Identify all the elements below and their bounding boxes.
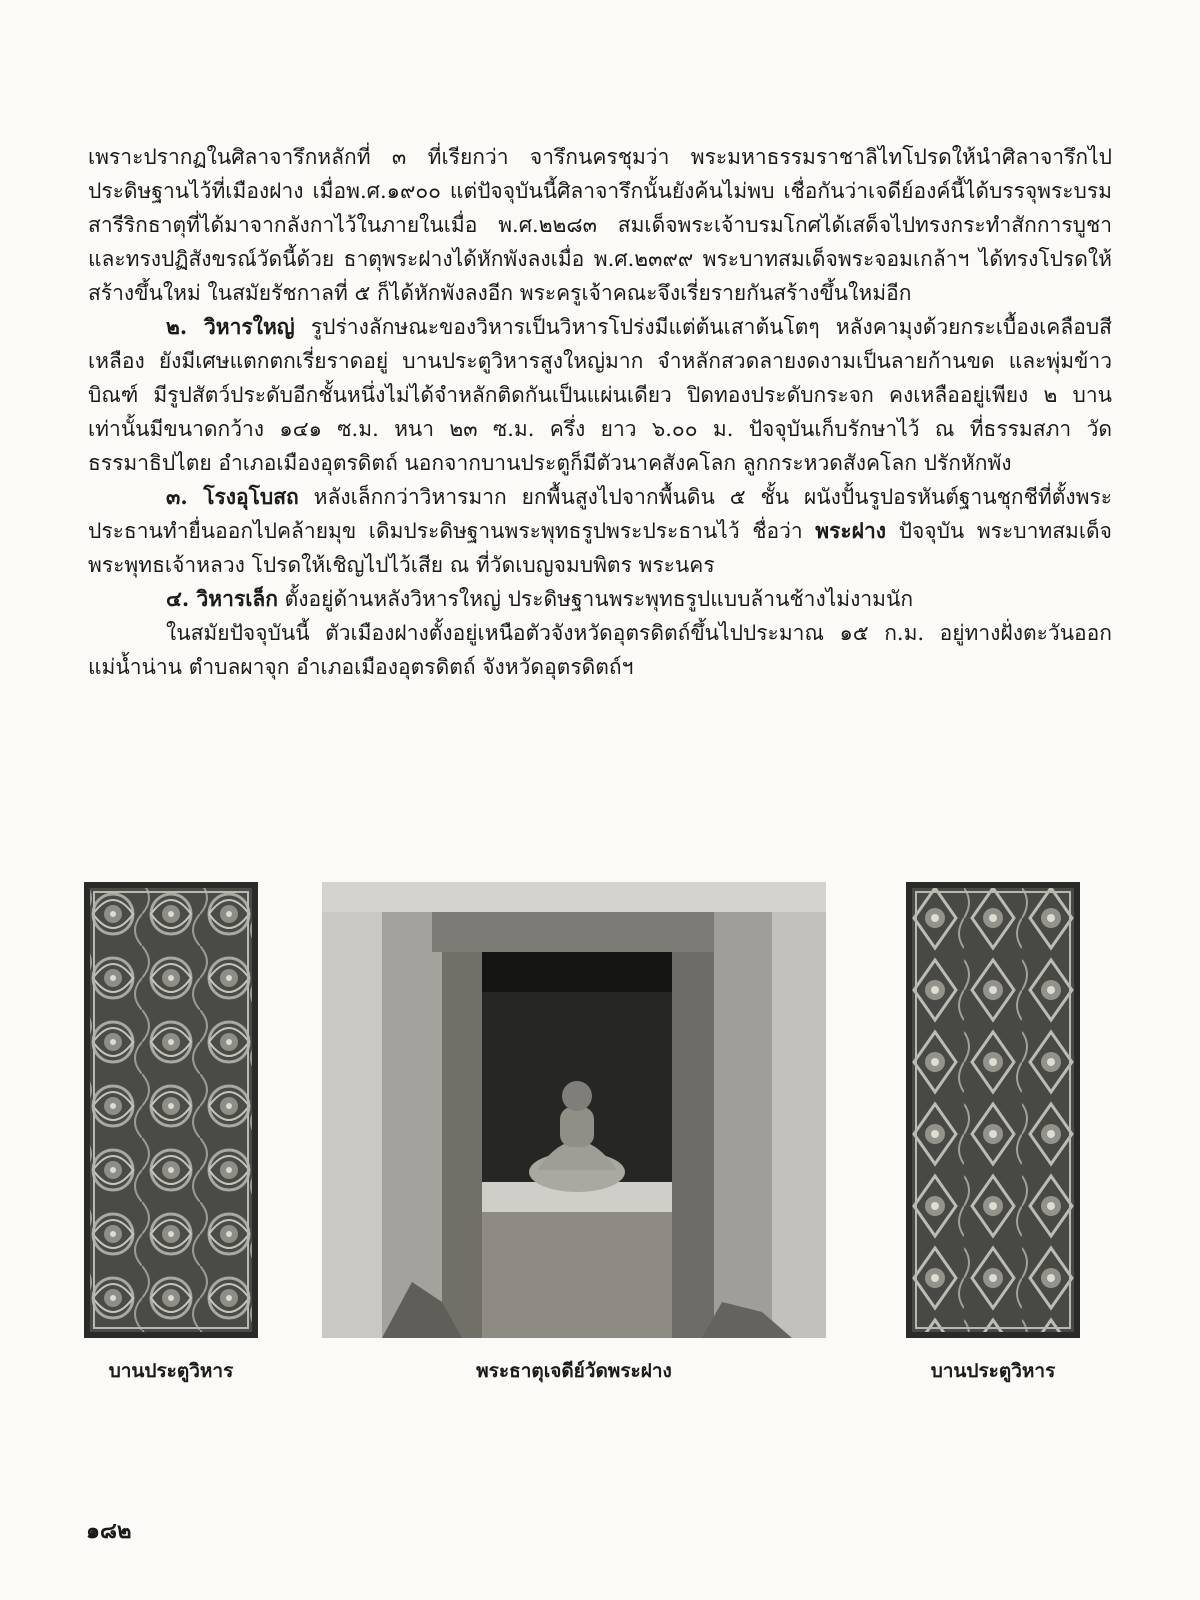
paragraph-1 [88, 140, 1112, 310]
paragraph-4 [88, 582, 1112, 616]
paragraph-2-text: รูปร่างลักษณะของวิหารเป็นวิหารโปร่งมีแต่ต้นเสาต้นโตๆ หลังคามุงด้วยกระเบื้องเคลือบสีเหลือง ยังมีเศษแตกตกเรี่ยราดอยู่ บานประตูวิหารสูงใหญ่มาก จำหลักสวดลายงดงามเป็นลายก้านขด และพุ่มข้าวบิณฑ์ มีรูปสัตว์ประดับอีกชั้นหนึ่งไม่ได้จำหลักติดกันเป็นแผ่นเดียว ปิดทองประดับกระจก คงเหลืออยู่เพียง ๒ บานเท่านั้นมีขนาดกว้าง ๑๔๑ ซ.ม. หนา ๒๓ ซ.ม. ครึ่ง ยาว ๖.๐๐ ม. ปัจจุบันเก็บรักษาไว้ ณ ที่ธรรมสภา วัดธรรมาธิปไตย อำเภอเมืองอุตรดิตถ์ นอกจากบานประตูก็มีตัวนาคสังคโลก ลูกกระหวดสังคโลก ปรักหักพัง [88, 315, 1112, 475]
buddha-name-phra-fang: พระฝาง [815, 518, 887, 543]
body-text [88, 140, 1112, 684]
paragraph-2 [88, 310, 1112, 480]
carved-door-pattern-icon [84, 882, 258, 1338]
paragraph-3-text-end: ปัจจุบัน พระบาทสมเด็จพระพุทธเจ้าหลวง โปรดให้เชิญไปไว้เสีย ณ ที่วัดเบญจมบพิตร พระนคร [88, 519, 1112, 577]
carved-door-pattern-icon [906, 882, 1080, 1338]
caption-left-door: บานประตูวิหาร [108, 1360, 234, 1382]
section-heading-ubosot: ๓. โรงอุโบสถ [166, 484, 299, 509]
section-heading-vihan-yai: ๒. วิหารใหญ่ [166, 314, 295, 339]
page-number: ๑๘๒ [86, 1518, 132, 1544]
paragraph-5-text: ในสมัยปัจจุบันนี้ ตัวเมืองฝางตั้งอยู่เหนือตัวจังหวัดอุตรดิตถ์ขึ้นไปประมาณ ๑๕ ก.ม. อยู่ทางฝั่งตะวันออกแม่น้ำน่าน ตำบลผาจุก อำเภอเมืองอุตรดิตถ์ จังหวัดอุตรดิตถ์ฯ [88, 621, 1112, 679]
right-door-panel-photo [906, 882, 1080, 1338]
left-door-panel-photo [84, 882, 258, 1338]
section-heading-vihan-lek: ๔. วิหารเล็ก [166, 586, 278, 611]
paragraph-5 [88, 616, 1112, 684]
paragraph-4-text: ตั้งอยู่ด้านหลังวิหารใหญ่ ประดิษฐานพระพุทธรูปแบบล้านช้างไม่งามนัก [277, 587, 914, 611]
caption-right-door: บานประตูวิหาร [930, 1360, 1056, 1382]
caption-chedi: พระธาตุเจดีย์วัดพระฝาง [476, 1360, 672, 1382]
buddha-statue-in-hall-icon [322, 882, 826, 1338]
paragraph-3 [88, 480, 1112, 582]
paragraph-1-text: เพราะปรากฏในศิลาจารึกหลักที่ ๓ ที่เรียกว่า จารึกนครชุมว่า พระมหาธรรมราชาลิไทโปรดให้นำศิลาจารึกไปประดิษฐานไว้ที่เมืองฝาง เมื่อพ.ศ.๑๙๐๐ แต่ปัจจุบันนี้ศิลาจารึกนั้นยังค้นไม่พบ เชื่อกันว่าเจดีย์องค์นี้ได้บรรจุพระบรมสารีริกธาตุที่ได้มาจากลังกาไว้ในภายในเมื่อ พ.ศ.๒๒๘๓ สมเด็จพระเจ้าบรมโกศได้เสด็จไปทรงกระทำสักการบูชา และทรงปฏิสังขรณ์วัดนี้ด้วย ธาตุพระฝางได้หักพังลงเมื่อ พ.ศ.๒๓๙๙ พระบาทสมเด็จพระจอมเกล้าฯ ได้ทรงโปรดให้สร้างขึ้นใหม่ ในสมัยรัชกาลที่ ๕ ก็ได้หักพังลงอีก พระครูเจ้าคณะจึงเรี่ยรายกันสร้างขึ้นใหม่อีก [88, 145, 1112, 305]
paragraph-3-text: หลังเล็กกว่าวิหารมาก ยกพื้นสูงไปจากพื้นดิน ๕ ชั้น ผนังปั้นรูปอรหันต์ฐานชุกชีที่ตั้งพระประธานทำยื่นออกไปคล้ายมุข เดิมประดิษฐานพระพุทธรูปพระประธานไว้ ชื่อว่า [88, 485, 1113, 543]
chedi-interior-photo [322, 882, 826, 1338]
